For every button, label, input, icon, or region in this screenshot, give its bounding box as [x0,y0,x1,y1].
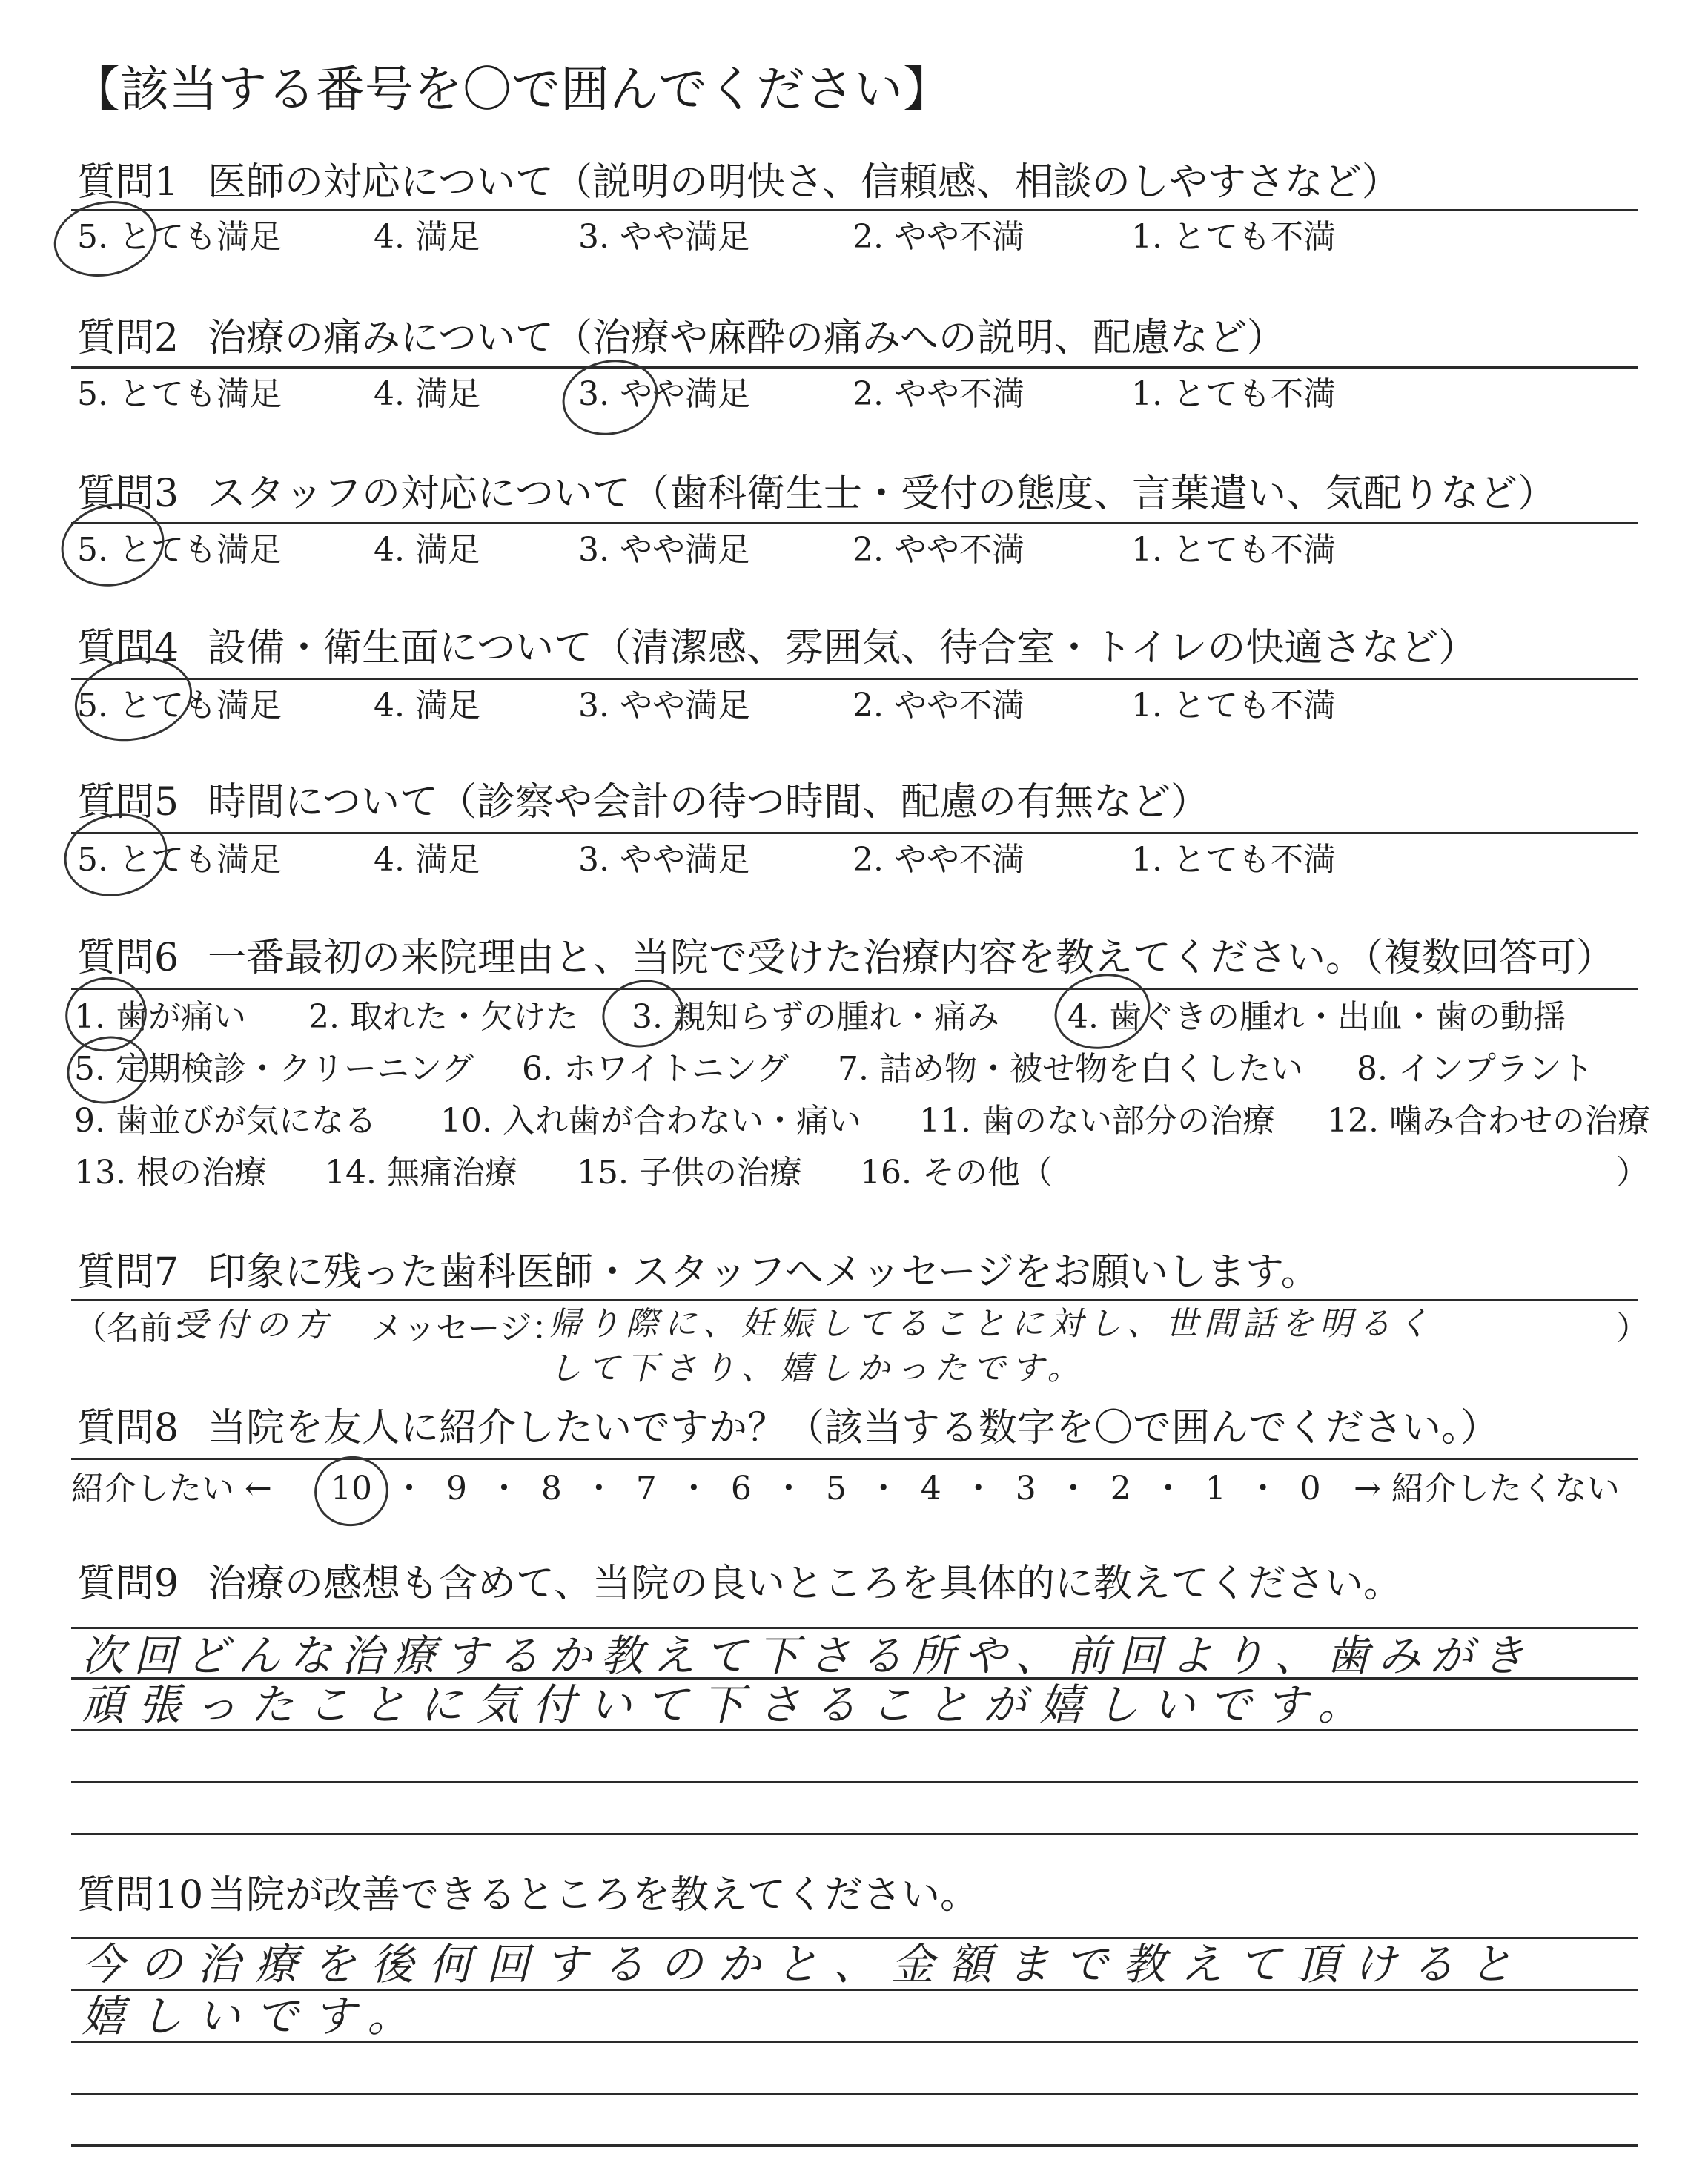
q1-selection-circle [47,192,164,286]
q6-option-13[interactable]: 13. 根の治療 [74,1154,267,1192]
q4-option-3[interactable]: 3. やや満足 [578,687,750,724]
q9-answer-rule-5 [71,1833,1638,1835]
q6-option-16[interactable]: 16. その他（ [860,1154,1053,1192]
q1-option-2[interactable]: 2. やや不満 [853,218,1025,256]
q7-rule [71,1299,1638,1301]
q5-text: 時間について（診察や会計の待つ時間、配慮の有無など） [208,780,1209,825]
q1-label: 質問1 [77,160,179,205]
q5-option-3[interactable]: 3. やや満足 [578,841,750,879]
q6-selection-circle-3 [596,973,689,1055]
q9-answer-rule-1 [71,1627,1638,1629]
q2-option-1[interactable]: 1. とても不満 [1131,375,1336,413]
q7-text: 印象に残った歯科医師・スタッフへメッセージをお願いします。 [208,1250,1320,1295]
q7-message-line-1[interactable]: 帰り際に、妊娠してることに対し、世間話を明るく [549,1305,1435,1343]
q9-answer-line-2[interactable]: 頑張ったことに気付いて下さることが嬉しいです。 [82,1680,1374,1730]
form-title: 【該当する番号を〇で囲んでください】 [71,61,952,118]
q6-selection-circle-5 [61,1029,154,1112]
q6-option-12[interactable]: 12. 噛み合わせの治療 [1327,1102,1650,1140]
q10-text: 当院が改善できるところを教えてください。 [208,1873,979,1918]
q1-option-3[interactable]: 3. やや満足 [578,218,750,256]
q7-name-value[interactable]: 受付の方 [175,1307,335,1344]
q6-option-1[interactable]: 1. 歯が痛い [74,998,246,1036]
q4-text: 設備・衛生面について（清潔感、雰囲気、待合室・トイレの快適さなど） [208,626,1477,670]
q4-option-4[interactable]: 4. 満足 [374,687,480,724]
q5-label: 質問5 [77,780,179,825]
q1-option-1[interactable]: 1. とても不満 [1131,218,1336,256]
q6-option-7[interactable]: 7. 詰め物・被せ物を白くしたい [838,1050,1303,1088]
q3-option-1[interactable]: 1. とても不満 [1131,531,1336,569]
q2-option-3[interactable]: 3. やや満足 [578,375,750,413]
q8-selection-circle [308,1450,394,1533]
q2-rule [71,366,1638,369]
q5-rule [71,832,1638,834]
q6-option-9[interactable]: 9. 歯並びが気になる [74,1102,377,1140]
q8-rule [71,1458,1638,1460]
q6-option-6[interactable]: 6. ホワイトニング [522,1050,790,1088]
q2-option-4[interactable]: 4. 満足 [374,375,480,413]
q9-label: 質問9 [77,1562,179,1606]
q2-label: 質問2 [77,316,179,360]
q6-option-11[interactable]: 11. 歯のない部分の治療 [919,1102,1275,1140]
q3-option-2[interactable]: 2. やや不満 [853,531,1025,569]
q6-text: 一番最初の来院理由と、当院で受けた治療内容を教えてください。（複数回答可） [208,936,1615,980]
q4-option-5[interactable]: 5. とても満足 [77,687,282,724]
q6-label: 質問6 [77,936,179,980]
q6-option-15[interactable]: 15. 子供の治療 [577,1154,802,1192]
q10-answer-rule-4 [71,2093,1638,2095]
q9-answer-line-1[interactable]: 次回どんな治療するか教えて下さる所や、前回より、歯みがき [82,1631,1534,1681]
q7-close-paren: ） [1616,1309,1649,1347]
q2-selection-circle [555,351,665,444]
q1-rule [71,209,1638,211]
q3-text: スタッフの対応について（歯科衛生士・受付の態度、言葉遣い、気配りなど） [208,472,1556,516]
q5-option-5[interactable]: 5. とても満足 [77,841,282,879]
q4-option-2[interactable]: 2. やや不満 [853,687,1025,724]
q9-text: 治療の感想も含めて、当院の良いところを具体的に教えてください。 [208,1562,1402,1606]
q4-label: 質問4 [77,626,179,670]
q7-message-label: メッセージ： [371,1309,565,1347]
q6-option-5[interactable]: 5. 定期検診・クリーニング [74,1050,474,1088]
q3-label: 質問3 [77,472,179,516]
q3-option-5[interactable]: 5. とても満足 [77,531,282,569]
q9-answer-rule-3 [71,1729,1638,1731]
q6-option-16-close-paren: ） [1616,1154,1649,1192]
q6-option-8[interactable]: 8. インプラント [1357,1050,1594,1088]
q6-option-3[interactable]: 3. 親知らずの腫れ・痛み [632,998,999,1036]
q6-option-10[interactable]: 10. 入れ歯が合わない・痛い [440,1102,861,1140]
q8-label: 質問8 [77,1406,179,1450]
q6-option-4[interactable]: 4. 歯ぐきの腫れ・出血・歯の動揺 [1068,998,1566,1036]
q1-option-4[interactable]: 4. 満足 [374,218,480,256]
q2-text: 治療の痛みについて（治療や麻酔の痛みへの説明、配慮など） [208,316,1285,360]
q2-option-2[interactable]: 2. やや不満 [853,375,1025,413]
q6-rule [71,988,1638,990]
q7-message-line-2[interactable]: して下さり、嬉しかったです。 [549,1350,1086,1387]
q5-option-2[interactable]: 2. やや不満 [853,841,1025,879]
q10-answer-rule-3 [71,2041,1638,2043]
q9-answer-rule-4 [71,1781,1638,1783]
q4-rule [71,678,1638,680]
q3-option-4[interactable]: 4. 満足 [374,531,480,569]
q7-label: 質問7 [77,1250,179,1295]
q3-rule [71,522,1638,524]
q8-text: 当院を友人に紹介したいですか？（該当する数字を〇で囲んでください。） [208,1406,1500,1450]
q5-option-4[interactable]: 4. 満足 [374,841,480,879]
q1-text: 医師の対応について（説明の明快さ、信頼感、相談のしやすさなど） [208,160,1400,205]
q7-name-label: （名前： [74,1309,205,1347]
q6-option-14[interactable]: 14. 無痛治療 [325,1154,517,1192]
q1-option-5[interactable]: 5. とても満足 [77,218,282,256]
q10-answer-line-2[interactable]: 嬉しいです。 [82,1991,426,2041]
q10-answer-rule-5 [71,2144,1638,2147]
q2-option-5[interactable]: 5. とても満足 [77,375,282,413]
q10-label: 質問10 [77,1873,204,1918]
q8-right-label: → 紹介したくない [1354,1470,1620,1507]
q10-answer-line-1[interactable]: 今の治療を後何回するのかと、金額まで教えて頂けると [82,1939,1528,1989]
q3-option-3[interactable]: 3. やや満足 [578,531,750,569]
q6-option-2[interactable]: 2. 取れた・欠けた [308,998,578,1036]
q8-left-label: 紹介したい ← [71,1470,272,1507]
q8-scale[interactable]: 10 ・ 9 ・ 8 ・ 7 ・ 6 ・ 5 ・ 4 ・ 3 ・ 2 ・ 1 ・ 0 [331,1470,1321,1507]
q4-option-1[interactable]: 1. とても不満 [1131,687,1336,724]
q5-option-1[interactable]: 1. とても不満 [1131,841,1336,879]
